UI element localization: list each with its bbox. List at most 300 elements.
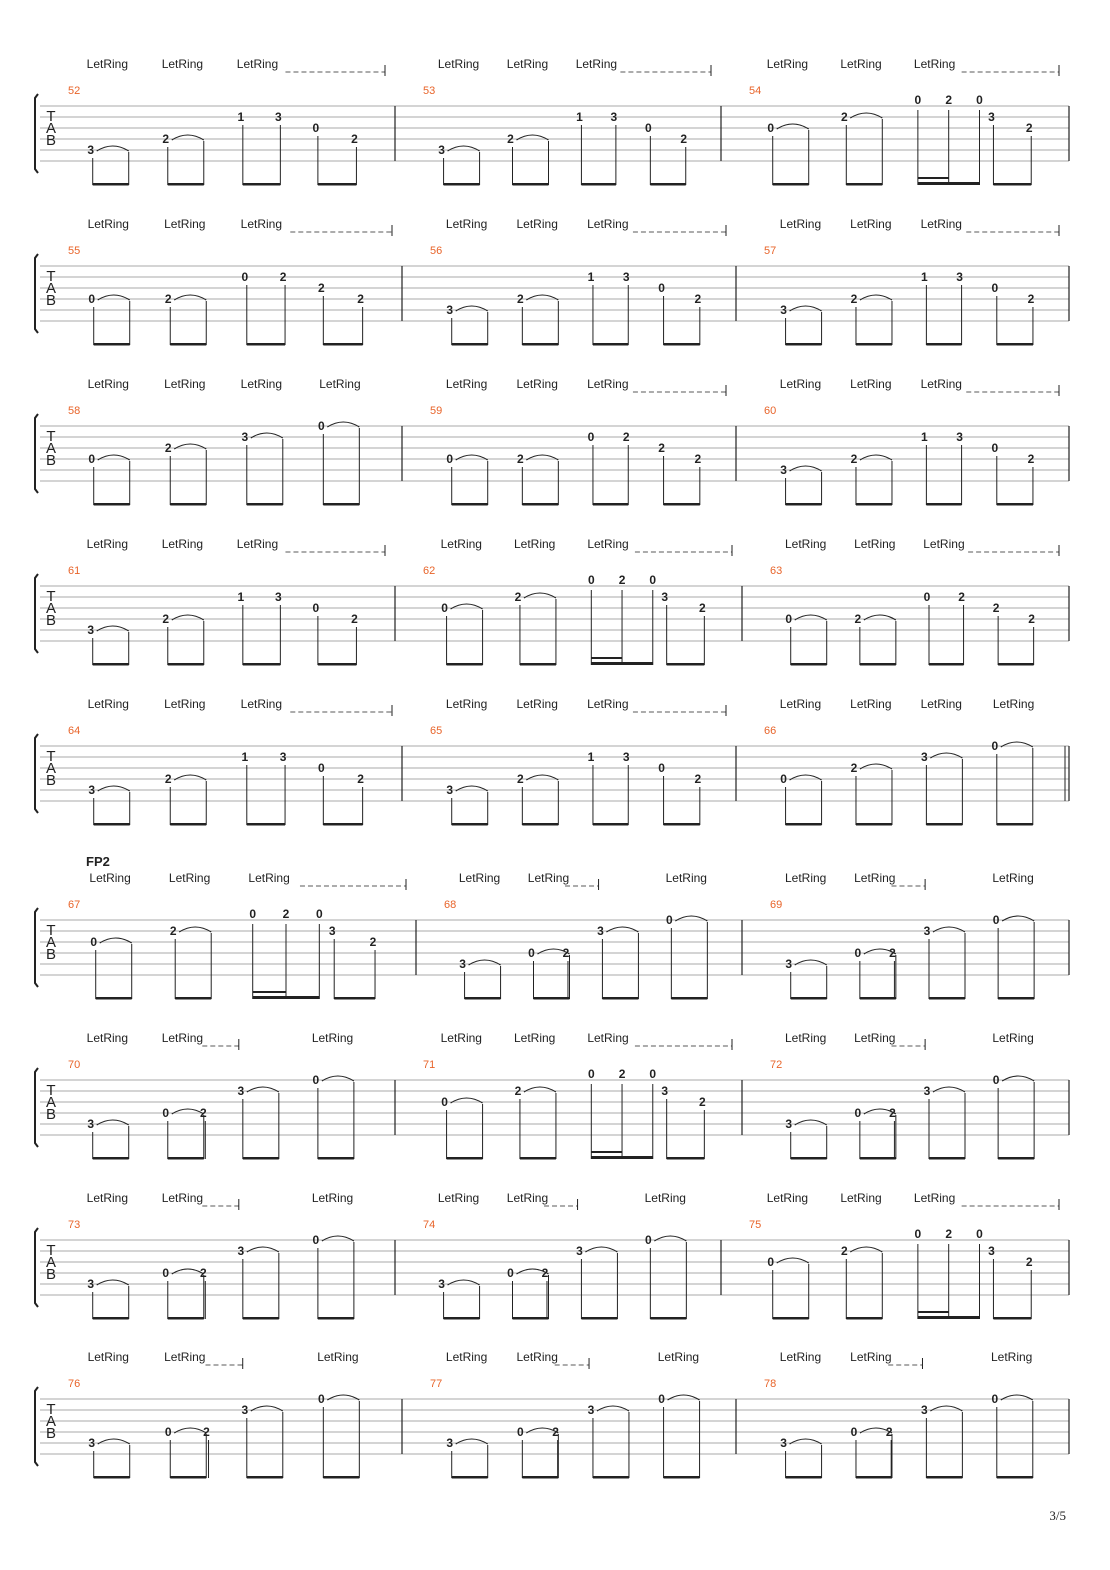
let-ring-label: LetRing — [458, 871, 501, 885]
beam — [93, 663, 129, 666]
fret-number: 3 — [438, 1277, 445, 1291]
tab-system — [35, 57, 1069, 186]
fret-number: 3 — [923, 1084, 931, 1098]
beam — [650, 183, 685, 186]
beam — [593, 823, 628, 826]
fret-number: 2 — [507, 132, 514, 146]
tab-system — [35, 1350, 1069, 1479]
fret-number: 3 — [780, 1436, 787, 1450]
let-ring-label: LetRing — [161, 57, 204, 71]
tab-clef-letter: A — [45, 440, 57, 457]
fret-number: 0 — [162, 1266, 170, 1280]
fret-number: 3 — [780, 303, 787, 317]
fret-number: 3 — [438, 143, 445, 157]
beam — [93, 183, 129, 186]
tab-clef-letter: T — [46, 1082, 56, 1099]
fret-number: 0 — [312, 1233, 320, 1247]
beam — [997, 343, 1033, 346]
fret-number: 3 — [275, 110, 282, 124]
fret-number: 1 — [921, 430, 928, 444]
let-ring-label: LetRing — [445, 377, 488, 391]
beam — [168, 1317, 204, 1320]
fret-number: 0 — [976, 1227, 983, 1241]
fret-number: 2 — [992, 601, 1000, 615]
fret-number: 0 — [785, 612, 793, 626]
let-ring-label: LetRing — [923, 537, 965, 551]
fret-number: 2 — [357, 292, 364, 306]
measure-number: 67 — [68, 899, 81, 911]
beam — [664, 503, 700, 506]
fret-number: 0 — [241, 270, 249, 284]
tab-clef-letter: A — [45, 1094, 57, 1111]
let-ring-label: LetRing — [445, 1350, 488, 1364]
beam — [997, 823, 1033, 826]
fret-number: 0 — [914, 93, 922, 107]
beam — [998, 997, 1034, 1000]
fret-number: 2 — [562, 946, 570, 960]
let-ring-label: LetRing — [516, 377, 558, 391]
tab-system — [35, 1191, 1069, 1320]
beam — [323, 1476, 359, 1479]
fret-number: 2 — [357, 772, 364, 786]
fret-number: 0 — [317, 419, 325, 433]
beam — [998, 663, 1034, 666]
let-ring-label: LetRing — [779, 697, 822, 711]
beam — [773, 183, 809, 186]
let-ring-label: LetRing — [992, 697, 1035, 711]
beam — [447, 663, 483, 666]
beam — [323, 503, 359, 506]
let-ring-label: LetRing — [86, 57, 129, 71]
fret-number: 2 — [945, 93, 953, 107]
fret-number: 0 — [658, 761, 665, 775]
let-ring-label: LetRing — [437, 57, 480, 71]
fret-number: 0 — [507, 1266, 514, 1280]
fret-number: 0 — [528, 946, 535, 960]
fret-number: 2 — [351, 612, 358, 626]
fret-number: 3 — [459, 957, 466, 971]
beam — [791, 663, 827, 666]
let-ring-label: LetRing — [854, 871, 896, 885]
tab-clef-letter: B — [45, 1106, 57, 1123]
fret-number: 2 — [164, 441, 172, 455]
fret-number: 2 — [840, 1244, 848, 1258]
beam — [253, 991, 286, 993]
system-bracket — [35, 414, 38, 493]
tab-system — [35, 217, 1069, 346]
fret-number: 2 — [1027, 452, 1035, 466]
measure-number: 53 — [423, 85, 436, 97]
fret-number: 2 — [516, 292, 524, 306]
fret-number: 3 — [576, 1244, 583, 1258]
beam — [447, 1157, 483, 1160]
fret-number: 0 — [312, 601, 320, 615]
measure-number: 58 — [68, 405, 81, 417]
fret-number: 3 — [241, 430, 249, 444]
beam — [247, 343, 285, 346]
fret-number: 3 — [921, 750, 928, 764]
tab-system — [35, 854, 1069, 1000]
fret-number: 2 — [945, 1227, 953, 1241]
fret-number: 3 — [328, 924, 336, 938]
let-ring-label: LetRing — [240, 697, 283, 711]
fret-number: 2 — [199, 1106, 207, 1120]
let-ring-label: LetRing — [506, 57, 549, 71]
beam — [444, 1317, 480, 1320]
measure-number: 68 — [444, 899, 457, 911]
fret-number: 2 — [1025, 121, 1033, 135]
fret-number: 2 — [1025, 1255, 1033, 1269]
tab-system — [35, 377, 1069, 506]
beam — [93, 1157, 129, 1160]
fret-number: 3 — [923, 924, 931, 938]
fret-number: 3 — [87, 1117, 95, 1131]
system-bracket — [35, 908, 38, 987]
beam — [318, 1317, 354, 1320]
let-ring-label: LetRing — [437, 1191, 480, 1205]
beam — [452, 823, 488, 826]
fret-number: 2 — [694, 772, 702, 786]
beam — [512, 183, 548, 186]
measure-number: 77 — [430, 1378, 443, 1390]
beam — [791, 997, 827, 1000]
fret-number: 2 — [279, 270, 287, 284]
let-ring-label: LetRing — [319, 377, 361, 391]
let-ring-label: LetRing — [766, 1191, 809, 1205]
measure-number: 61 — [68, 565, 81, 577]
system-bracket — [35, 254, 38, 333]
let-ring-label: LetRing — [516, 697, 558, 711]
system-bracket — [35, 1228, 38, 1307]
beam — [591, 1156, 652, 1159]
let-ring-label: LetRing — [920, 377, 962, 391]
beam — [465, 997, 501, 1000]
fret-number: 0 — [854, 946, 862, 960]
system-bracket — [35, 734, 38, 813]
let-ring-label: LetRing — [168, 871, 211, 885]
fret-number: 3 — [622, 750, 630, 764]
let-ring-label: LetRing — [240, 217, 283, 231]
beam — [998, 1157, 1034, 1160]
beam — [452, 503, 488, 506]
fret-number: 3 — [661, 590, 669, 604]
let-ring-label: LetRing — [317, 1350, 359, 1364]
fret-number: 2 — [622, 430, 630, 444]
fret-number: 3 — [279, 750, 287, 764]
let-ring-label: LetRing — [164, 217, 206, 231]
fret-number: 2 — [317, 281, 325, 295]
beam — [997, 1476, 1033, 1479]
measure-number: 62 — [423, 565, 436, 577]
fret-number: 1 — [241, 750, 249, 764]
measure-number: 69 — [770, 899, 783, 911]
let-ring-label: LetRing — [164, 1350, 206, 1364]
let-ring-label: LetRing — [850, 1350, 892, 1364]
tab-clef-letter: A — [45, 760, 57, 777]
beam — [918, 1316, 980, 1319]
measure-number: 78 — [764, 1378, 777, 1390]
tab-clef-letter: T — [46, 588, 56, 605]
let-ring-label: LetRing — [779, 1350, 822, 1364]
beam — [593, 343, 628, 346]
let-ring-label: LetRing — [587, 697, 629, 711]
fret-number: 2 — [203, 1425, 210, 1439]
beam — [512, 1317, 548, 1320]
fret-number: 0 — [658, 281, 665, 295]
beam — [168, 183, 204, 186]
fret-number: 0 — [976, 93, 983, 107]
fret-number: 3 — [237, 1084, 245, 1098]
let-ring-label: LetRing — [784, 1031, 827, 1045]
fret-number: 0 — [90, 935, 98, 949]
let-ring-label: LetRing — [440, 537, 482, 551]
beam — [860, 997, 896, 1000]
measure-number: 71 — [423, 1059, 436, 1071]
fret-number: 3 — [956, 430, 963, 444]
beam — [926, 823, 962, 826]
beam — [846, 1317, 882, 1320]
fret-number: 0 — [767, 1255, 775, 1269]
fret-number: 2 — [514, 1084, 522, 1098]
tab-clef-letter: A — [45, 1254, 57, 1271]
tab-clef-letter: B — [45, 1425, 57, 1442]
beam — [929, 997, 965, 1000]
let-ring-label: LetRing — [87, 217, 129, 231]
beam — [664, 1476, 700, 1479]
beam — [452, 343, 488, 346]
tab-system — [35, 697, 1069, 826]
let-ring-label: LetRing — [236, 57, 279, 71]
beam — [170, 1476, 206, 1479]
measure-number: 73 — [68, 1219, 81, 1231]
beam — [318, 183, 357, 186]
beam — [334, 997, 375, 1000]
fret-number: 0 — [317, 761, 325, 775]
fret-number: 0 — [645, 1233, 652, 1247]
fret-number: 2 — [889, 1106, 896, 1120]
beam — [247, 503, 283, 506]
measure-number: 70 — [68, 1059, 81, 1071]
fret-number: 3 — [237, 1244, 245, 1258]
beam — [253, 996, 320, 999]
measure-number: 75 — [749, 1219, 762, 1231]
beam — [929, 1157, 965, 1160]
beam — [170, 823, 206, 826]
let-ring-label: LetRing — [990, 1350, 1033, 1364]
beam — [667, 1157, 705, 1160]
tab-clef-letter: A — [45, 934, 57, 951]
beam — [786, 503, 822, 506]
fret-number: 0 — [441, 1095, 448, 1109]
fret-number: 1 — [587, 750, 595, 764]
fret-number: 3 — [956, 270, 963, 284]
fret-number: 0 — [992, 1073, 1000, 1087]
let-ring-label: LetRing — [575, 57, 618, 71]
let-ring-label: LetRing — [516, 1350, 558, 1364]
fret-number: 0 — [88, 292, 96, 306]
fret-number: 0 — [645, 121, 652, 135]
let-ring-label: LetRing — [164, 377, 206, 391]
fret-number: 2 — [618, 573, 626, 587]
fret-number: 0 — [312, 121, 320, 135]
fret-number: 0 — [666, 913, 673, 927]
let-ring-label: LetRing — [516, 217, 558, 231]
beam — [318, 1157, 354, 1160]
fret-number: 2 — [618, 1067, 626, 1081]
beam — [860, 1157, 896, 1160]
fret-number: 1 — [576, 110, 583, 124]
fret-number: 2 — [698, 601, 706, 615]
let-ring-label: LetRing — [440, 1031, 482, 1045]
fret-number: 1 — [587, 270, 595, 284]
beam — [93, 1317, 129, 1320]
tab-clef-letter: T — [46, 748, 56, 765]
beam — [243, 183, 281, 186]
fret-number: 2 — [658, 441, 665, 455]
fret-number: 0 — [587, 1067, 595, 1081]
let-ring-label: LetRing — [161, 1031, 204, 1045]
let-ring-label: LetRing — [779, 217, 822, 231]
beam — [96, 997, 132, 1000]
fret-number: 3 — [87, 623, 95, 637]
fret-number: 2 — [850, 452, 858, 466]
beam — [170, 503, 206, 506]
beam — [918, 177, 949, 179]
beam — [791, 1157, 827, 1160]
measure-number: 64 — [68, 725, 81, 737]
fret-number: 2 — [169, 924, 177, 938]
fret-number: 1 — [237, 590, 245, 604]
let-ring-label: LetRing — [850, 377, 892, 391]
fret-number: 0 — [780, 772, 787, 786]
fret-number: 0 — [162, 1106, 170, 1120]
beam — [243, 1317, 279, 1320]
let-ring-label: LetRing — [840, 57, 882, 71]
beam — [993, 1317, 1031, 1320]
fret-number: 3 — [446, 1436, 454, 1450]
fret-number: 0 — [914, 1227, 922, 1241]
fret-number: 0 — [991, 1392, 999, 1406]
tab-clef-letter: T — [46, 268, 56, 285]
beam — [533, 997, 569, 1000]
beam — [522, 1476, 558, 1479]
let-ring-label: LetRing — [913, 57, 956, 71]
system-bracket — [35, 1387, 38, 1466]
fret-number: 0 — [315, 907, 323, 921]
fret-number: 2 — [164, 772, 172, 786]
tab-clef-letter: T — [46, 922, 56, 939]
measure-number: 63 — [770, 565, 783, 577]
let-ring-label: LetRing — [89, 871, 131, 885]
fret-number: 2 — [850, 761, 858, 775]
fret-number: 1 — [921, 270, 928, 284]
let-ring-label: LetRing — [311, 1191, 354, 1205]
section-label: FP2 — [86, 854, 110, 869]
fret-number: 2 — [369, 935, 377, 949]
fret-number: 0 — [441, 601, 448, 615]
beam — [444, 183, 480, 186]
fret-number: 0 — [312, 1073, 320, 1087]
measure-number: 60 — [764, 405, 777, 417]
let-ring-label: LetRing — [513, 1031, 556, 1045]
beam — [856, 1476, 892, 1479]
fret-number: 2 — [552, 1425, 559, 1439]
fret-number: 0 — [649, 573, 657, 587]
fret-number: 0 — [587, 573, 595, 587]
fret-number: 3 — [87, 1277, 95, 1291]
beam — [243, 1157, 279, 1160]
measure-number: 65 — [430, 725, 443, 737]
beam — [94, 823, 130, 826]
tab-clef-letter: A — [45, 600, 57, 617]
let-ring-label: LetRing — [587, 537, 629, 551]
system-bracket — [35, 574, 38, 653]
tab-clef-letter: A — [45, 1413, 57, 1430]
beam — [170, 343, 206, 346]
fret-number: 2 — [1028, 612, 1035, 626]
fret-number: 0 — [854, 1106, 862, 1120]
beam — [671, 997, 707, 1000]
tab-clef-letter: T — [46, 1242, 56, 1259]
beam — [247, 1476, 283, 1479]
tab-system — [35, 537, 1069, 666]
beam — [602, 997, 638, 1000]
beam — [323, 343, 362, 346]
fret-number: 0 — [991, 739, 999, 753]
fret-number: 3 — [785, 1117, 793, 1131]
let-ring-label: LetRing — [665, 871, 707, 885]
fret-number: 3 — [275, 590, 282, 604]
beam — [997, 503, 1033, 506]
tab-clef-letter: B — [45, 772, 57, 789]
beam — [323, 823, 362, 826]
let-ring-label: LetRing — [240, 377, 283, 391]
fret-number: 2 — [541, 1266, 549, 1280]
fret-number: 3 — [780, 463, 787, 477]
let-ring-label: LetRing — [644, 1191, 686, 1205]
fret-number: 3 — [785, 957, 793, 971]
beam — [581, 1317, 617, 1320]
beam — [94, 1476, 130, 1479]
beam — [452, 1476, 488, 1479]
beam — [168, 663, 204, 666]
beam — [522, 503, 558, 506]
tab-clef-letter: A — [45, 120, 57, 137]
beam — [247, 823, 285, 826]
tab-clef-letter: B — [45, 1266, 57, 1283]
fret-number: 3 — [446, 783, 454, 797]
measure-number: 72 — [770, 1059, 783, 1071]
beam — [786, 1476, 822, 1479]
let-ring-label: LetRing — [766, 57, 809, 71]
let-ring-label: LetRing — [506, 1191, 549, 1205]
beam — [929, 663, 964, 666]
fret-number: 3 — [988, 110, 995, 124]
let-ring-label: LetRing — [164, 697, 206, 711]
tab-clef-letter: B — [45, 946, 57, 963]
fret-number: 0 — [88, 452, 96, 466]
measure-number: 59 — [430, 405, 443, 417]
tab-clef-letter: B — [45, 132, 57, 149]
beam — [993, 183, 1031, 186]
measure-number: 55 — [68, 245, 81, 257]
beam — [593, 1476, 629, 1479]
beam — [522, 343, 558, 346]
fret-number: 2 — [680, 132, 688, 146]
fret-number: 2 — [282, 907, 290, 921]
fret-number: 3 — [587, 1403, 595, 1417]
beam — [773, 1317, 809, 1320]
